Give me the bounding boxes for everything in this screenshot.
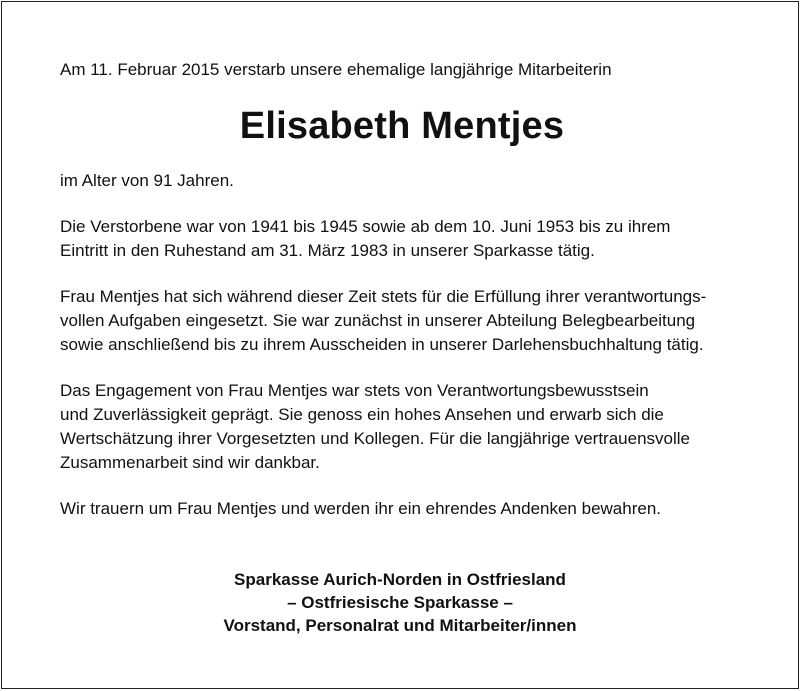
signature-organization: Sparkasse Aurich-Norden in Ostfriesland [234, 570, 566, 589]
intro-line: Am 11. Februar 2015 verstarb unsere ehemalige langjährige Mitarbeiterin [60, 60, 612, 79]
closing-line: Wir trauern um Frau Mentjes und werden ihr ein ehrendes Andenken bewahren. [60, 499, 662, 518]
signature-signatories: Vorstand, Personalrat und Mitarbeiter/innen [223, 616, 577, 635]
tribute-line: Zusammenarbeit sind wir dankbar. [60, 453, 320, 472]
tribute-line: Wertschätzung ihrer Vorgesetzten und Kollegen. Für die langjährige vertrauensvolle [60, 429, 690, 448]
signature-block [2, 568, 798, 637]
employment-line: Die Verstorbene war von 1941 bis 1945 sowie ab dem 10. Juni 1953 bis zu ihrem [60, 217, 671, 236]
tribute-paragraph [60, 379, 744, 475]
employment-line: Eintritt in den Ruhestand am 31. März 1983 in unserer Sparkasse tätig. [60, 241, 595, 260]
signature-subtitle: – Ostfriesische Sparkasse – [287, 593, 513, 612]
duties-line: sowie anschließend bis zu ihrem Ausscheiden in unserer Darlehensbuchhaltung tätig. [60, 335, 704, 354]
duties-paragraph [60, 285, 744, 357]
duties-line: vollen Aufgaben eingesetzt. Sie war zunächst in unserer Abteilung Belegbearbeitung [60, 311, 696, 330]
notice-content [60, 58, 744, 521]
age-line: im Alter von 91 Jahren. [60, 171, 234, 190]
duties-line: Frau Mentjes hat sich während dieser Zeit stets für die Erfüllung ihrer verantwortungs- [60, 287, 707, 306]
obituary-notice [1, 1, 799, 689]
tribute-line: Das Engagement von Frau Mentjes war stets von Verantwortungsbewusstsein [60, 381, 649, 400]
tribute-line: und Zuverlässigkeit geprägt. Sie genoss ein hohes Ansehen und erwarb sich die [60, 405, 664, 424]
deceased-name: Elisabeth Mentjes [239, 105, 565, 147]
employment-paragraph [60, 215, 744, 263]
